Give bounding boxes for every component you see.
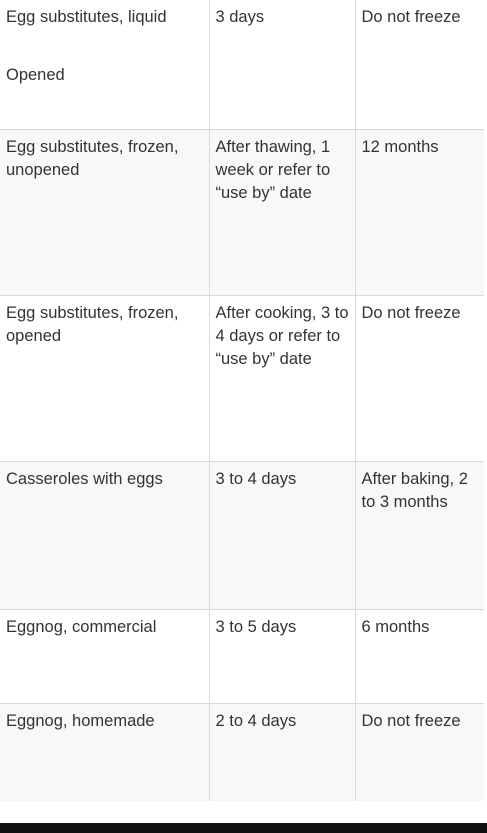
food-cell: Eggnog, homemade bbox=[0, 704, 209, 803]
freezer-cell: Do not freeze bbox=[355, 296, 484, 462]
freezer-cell: After baking, 2 to 3 months bbox=[355, 462, 484, 610]
table-row bbox=[0, 704, 484, 803]
refrigerator-cell: 3 days bbox=[209, 0, 355, 130]
table-row bbox=[0, 610, 484, 704]
page-bottom-gap bbox=[0, 801, 487, 823]
food-cell: Eggnog, commercial bbox=[0, 610, 209, 704]
refrigerator-cell: After cooking, 3 to 4 days or refer to “use by” date bbox=[209, 296, 355, 462]
freezer-cell: 6 months bbox=[355, 610, 484, 704]
food-name: Egg substitutes, liquid bbox=[6, 8, 167, 26]
refrigerator-cell: 3 to 5 days bbox=[209, 610, 355, 704]
table-row bbox=[0, 296, 484, 462]
food-cell: Casseroles with eggs bbox=[0, 462, 209, 610]
freezer-cell: Do not freeze bbox=[355, 0, 484, 130]
refrigerator-cell: 2 to 4 days bbox=[209, 704, 355, 803]
table-row bbox=[0, 462, 484, 610]
freezer-cell: 12 months bbox=[355, 130, 484, 296]
refrigerator-cell: After thawing, 1 week or refer to “use by” date bbox=[209, 130, 355, 296]
food-cell bbox=[0, 0, 209, 130]
table-row bbox=[0, 0, 484, 130]
food-cell: Egg substitutes, frozen, opened bbox=[0, 296, 209, 462]
food-subnote: Opened bbox=[6, 66, 65, 84]
food-cell: Egg substitutes, frozen, unopened bbox=[0, 130, 209, 296]
screen-bottom-bar bbox=[0, 823, 487, 833]
refrigerator-cell: 3 to 4 days bbox=[209, 462, 355, 610]
table-row bbox=[0, 130, 484, 296]
freezer-cell: Do not freeze bbox=[355, 704, 484, 803]
